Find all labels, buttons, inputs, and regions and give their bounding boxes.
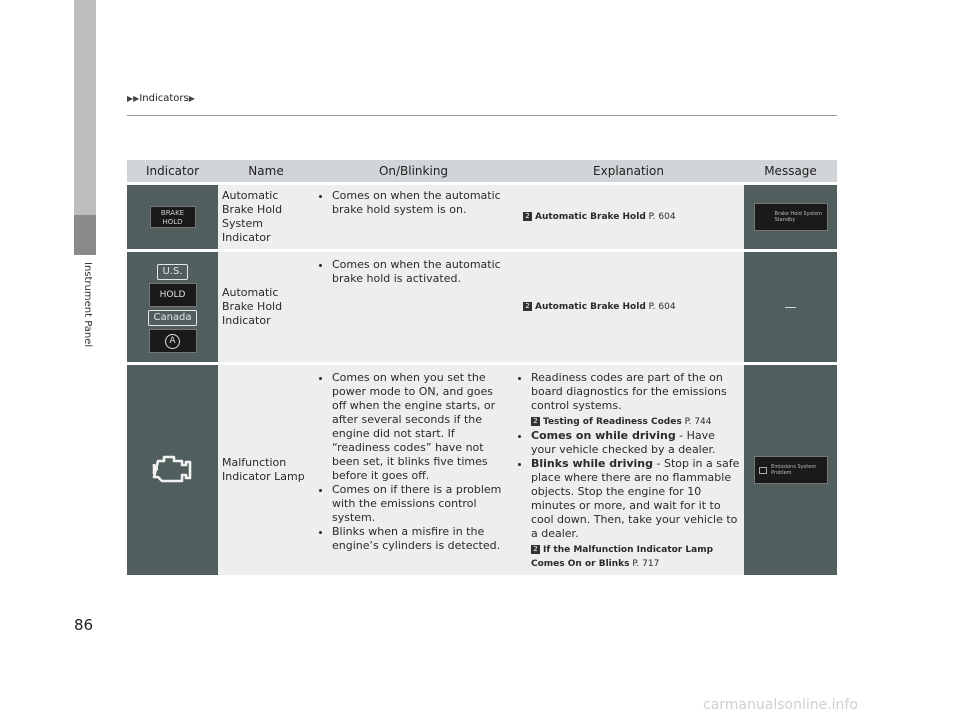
auto-hold-a-icon — [149, 329, 197, 353]
side-tab-active — [74, 215, 96, 255]
indicator-cell — [127, 185, 218, 249]
indicator-cell — [127, 252, 218, 362]
indicator-cell — [127, 365, 218, 575]
header-divider — [127, 115, 837, 116]
indicator-table — [127, 157, 837, 578]
brake-hold-standby-message — [754, 203, 828, 231]
breadcrumb-arrow-icon: ▶ — [188, 94, 195, 103]
page-reference[interactable]: 2 If the Malfunction Indicator Lamp Comes On or Blinks P. 717 — [531, 545, 714, 569]
page-reference[interactable]: 2 Automatic Brake Hold P. 604 — [517, 210, 740, 224]
explanation-cell — [513, 185, 744, 249]
table-header-row — [127, 160, 837, 182]
reference-arrow-icon: 2 — [523, 212, 532, 221]
table-row — [127, 185, 837, 249]
page-number: 86 — [74, 616, 94, 634]
page-reference[interactable]: 2 Testing of Readiness Codes P. 744 — [531, 415, 740, 429]
col-name: Name — [218, 160, 314, 182]
name-cell: Automatic Brake Hold System Indicator — [218, 185, 314, 249]
reference-arrow-icon: 2 — [531, 545, 540, 554]
list-item: • Blinks while driving - Stop in a safe place where there are no flammable objects. Stop the engine for 10 minutes or more, and wait for it to cool down. Then, take your vehicle to a dealer. 2 If the Malfunction Indicator Lamp Comes On or Blinks P. 717 — [531, 457, 740, 571]
name-cell: Malfunction Indicator Lamp — [218, 365, 314, 575]
region-badge-us: U.S. — [157, 264, 187, 280]
list-item: • Comes on if there is a problem with the emissions control system. — [332, 483, 509, 525]
region-badge-canada: Canada — [148, 310, 196, 326]
on-blinking-cell — [314, 252, 513, 362]
col-explanation: Explanation — [513, 160, 744, 182]
name-cell: Automatic Brake Hold Indicator — [218, 252, 314, 362]
check-engine-icon — [150, 450, 196, 486]
page-reference[interactable]: 2 Automatic Brake Hold P. 604 — [517, 300, 740, 314]
col-indicator: Indicator — [127, 160, 218, 182]
reference-arrow-icon: 2 — [523, 302, 532, 311]
hold-icon: HOLD — [149, 283, 197, 307]
breadcrumb-section[interactable]: Indicators — [139, 93, 189, 104]
watermark: carmanualsonline.info — [703, 697, 858, 713]
col-on-blinking: On/Blinking — [314, 160, 513, 182]
reference-arrow-icon: 2 — [531, 417, 540, 426]
table-row — [127, 252, 837, 362]
message-cell — [744, 252, 837, 362]
circle-a-icon: A — [165, 334, 180, 349]
message-cell — [744, 185, 837, 249]
explanation-cell — [513, 252, 744, 362]
list-item: • Comes on when the automatic brake hold system is on. — [332, 189, 509, 217]
list-item: • Comes on when you set the power mode to ON, and goes off when the engine starts, or after several seconds if the engine did not start. If “readiness codes” have not been set, it blinks five times before it goes off. — [332, 371, 509, 483]
breadcrumb — [127, 93, 195, 104]
list-item: • Readiness codes are part of the on board diagnostics for the emissions control systems. 2 Testing of Readiness Codes P. 744 — [531, 371, 740, 429]
engine-mini-icon — [759, 467, 768, 474]
breadcrumb-arrow-icon: ▶▶ — [127, 94, 140, 103]
explanation-cell — [513, 365, 744, 575]
list-item: • Blinks when a misfire in the engine’s cylinders is detected. — [332, 525, 509, 553]
list-item: • Comes on when the automatic brake hold is activated. — [332, 258, 509, 286]
on-blinking-cell — [314, 365, 513, 575]
message-cell — [744, 365, 837, 575]
side-label: Instrument Panel — [82, 262, 93, 348]
brake-hold-icon: BRAKE HOLD — [150, 206, 196, 228]
on-blinking-cell — [314, 185, 513, 249]
emissions-problem-message — [754, 456, 828, 484]
list-item: • Comes on while driving - Have your vehicle checked by a dealer. — [531, 429, 740, 457]
message-text: Emissions System Problem — [771, 464, 817, 476]
col-message: Message — [744, 160, 837, 182]
message-text: Brake Hold System Standby — [774, 211, 823, 223]
table-row — [127, 365, 837, 575]
no-message: — — [784, 299, 797, 314]
